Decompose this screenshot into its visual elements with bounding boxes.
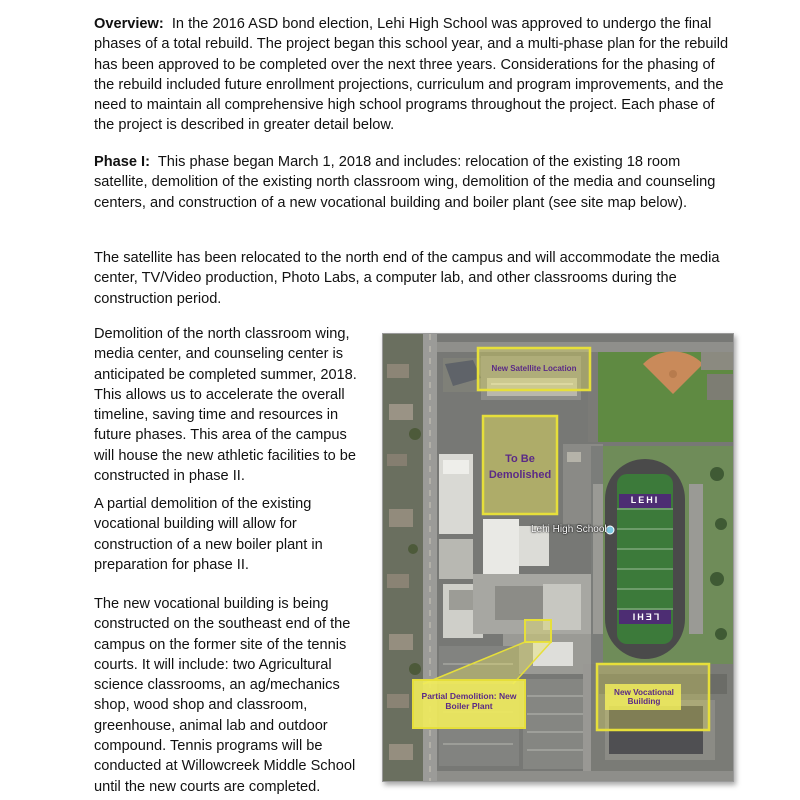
- demolition-paragraph: Demolition of the north classroom wing, media center, and counseling center is anticipated be completed summer, 2018. This allows us to accelerate the overall timeline, saving time and resources in future phases. This area of the campus will house the new athletic facilities to be constructed in phase II.: [94, 326, 357, 485]
- satellite-paragraph: The satellite has been relocated to the north end of the campus and will accommodate the media center, TV/Video production, Photo Labs, a computer lab, and other classrooms during the construction period.: [94, 250, 720, 307]
- phase1-paragraph: [94, 152, 734, 213]
- phase1-text: This phase began March 1, 2018 and includes: relocation of the existing 18 room satellite, demolition of the existing north classroom wing, demolition of the media and counseling centers, and construction of a new vocational building and boiler plant (see site map below).: [94, 154, 716, 211]
- to-be-demolished-label: To Be Demolished: [488, 453, 552, 481]
- aerial-photo: [383, 334, 733, 781]
- overview-text: In the 2016 ASD bond election, Lehi High School was approved to undergo the final phases of a total rebuild. The project began this school year, and a multi-phase plan for the rebuild has been approved to be completed over the next three years. Considerations for the phasing of the rebuild included future enrollment projections, curriculum and program improvements, and the need to maintain all comprehensive high school programs throughout the project. Each phase of the project is described in greater detail below.: [94, 16, 729, 134]
- endzone-top-label: LEHI: [630, 495, 660, 505]
- school-name-label: Lehi High School: [531, 524, 607, 535]
- endzone-bottom-label: LEHI: [630, 611, 660, 622]
- overview-paragraph: [94, 14, 734, 136]
- new-satellite-label: New Satellite Location: [491, 364, 577, 373]
- partial-demolition-paragraph: A partial demolition of the existing vocational building will allow for construction of a new boiler plant in preparation for phase II.: [94, 496, 323, 573]
- phase1-heading: Phase I:: [94, 154, 150, 170]
- partial-demolition-label: Partial Demolition: New Boiler Plant: [421, 691, 517, 711]
- new-vocational-label: New Vocational Building: [614, 688, 674, 707]
- vocational-paragraph: The new vocational building is being constructed on the southeast end of the campus on the former site of the tennis courts. It will include: two Agricultural science classrooms, an ag/mechanics shop, wood shop and classroom, greenhouse, animal lab and outdoor compound. Tennis programs will be conducted at Willowcreek Middle School until the new courts are completed.: [94, 596, 356, 795]
- site-map-image: [382, 333, 734, 782]
- overview-heading: Overview:: [94, 16, 164, 32]
